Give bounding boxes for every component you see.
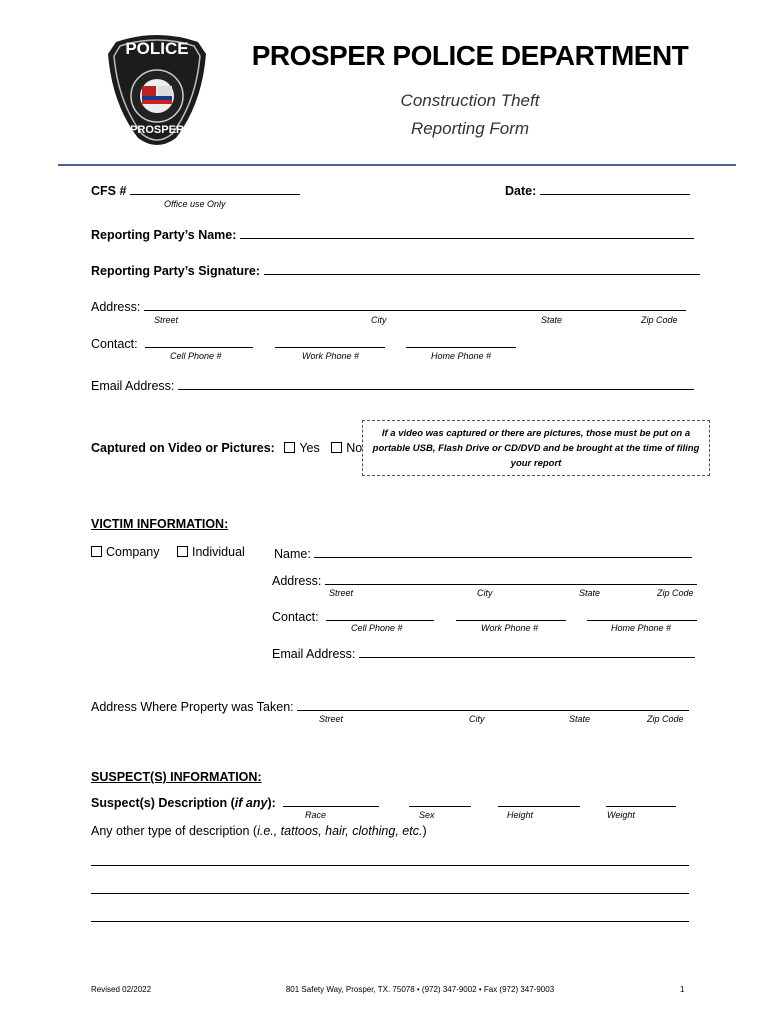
property-address-label: Address Where Property was Taken: [91,700,294,714]
victim-email-row [272,645,695,661]
address-field[interactable] [144,298,686,311]
victim-work-field[interactable] [456,608,566,621]
description-line-2[interactable] [91,893,689,894]
weight-caption: Weight [607,810,635,820]
victim-cell-field[interactable] [326,608,434,621]
footer-revised: Revised 02/2022 [91,985,152,994]
suspect-desc-label: Suspect(s) Description [91,796,228,810]
captured-row [91,441,362,455]
other-desc-italic: i.e., tattoos, hair, clothing, etc. [257,824,423,838]
property-address-field[interactable] [297,698,689,711]
captured-label: Captured on Video or Pictures: [91,441,275,455]
victim-cell-caption: Cell Phone # [351,623,403,633]
address-state-caption: State [541,315,563,325]
individual-label: Individual [191,545,245,559]
email-row [91,377,694,393]
contact-cell-caption: Cell Phone # [170,351,222,361]
property-state-caption: State [569,714,591,724]
property-street-caption: Street [319,714,344,724]
victim-contact-label: Contact: [272,610,319,624]
victim-name-field[interactable] [314,545,692,558]
other-desc-prefix: Any other type of description ( [91,824,258,838]
suspect-desc-row: Suspect(s) Description (if any): [91,794,676,810]
victim-home-field[interactable] [587,608,697,621]
victim-work-caption: Work Phone # [481,623,539,633]
cfs-note: Office use Only [164,199,226,209]
cfs-row [91,182,300,198]
date-field[interactable] [540,182,690,195]
victim-email-field[interactable] [359,645,695,658]
header-divider [58,164,736,166]
address-city-caption: City [371,315,387,325]
police-badge [106,34,208,150]
victim-heading-text: VICTIM INFORMATION [91,517,225,531]
reporting-name-label: Reporting Party’s Name: [91,228,237,242]
reporting-name-field[interactable] [240,226,694,239]
contact-row [91,335,516,351]
page-title: PROSPER POLICE DEPARTMENT [251,40,689,71]
reporting-name-row [91,226,694,242]
weight-field[interactable] [606,794,676,807]
victim-zip-caption: Zip Code [657,588,694,598]
property-city-caption: City [469,714,485,724]
contact-work-caption: Work Phone # [302,351,360,361]
address-row [91,298,686,314]
email-label: Email Address: [91,379,175,393]
email-field[interactable] [178,377,694,390]
address-street-caption: Street [154,315,179,325]
property-address-row [91,698,689,714]
sex-caption: Sex [419,810,435,820]
victim-contact-row [272,608,697,624]
victim-name-row [274,545,692,561]
footer-page-number: 1 [680,985,685,994]
form-subtitle-2: Reporting Form [410,119,530,138]
home-phone-field[interactable] [406,335,516,348]
suspect-desc-if: if any [234,796,268,810]
victim-address-label: Address: [272,574,322,588]
sex-field[interactable] [409,794,471,807]
cell-phone-field[interactable] [145,335,253,348]
captured-yes-checkbox[interactable] [284,442,295,453]
height-field[interactable] [498,794,580,807]
victim-name-label: Name: [274,547,311,561]
address-label: Address: [91,300,141,314]
other-desc-suffix: ) [422,824,427,838]
reporting-sig-field[interactable] [264,262,700,275]
reporting-sig-label: Reporting Party’s Signature: [91,264,261,278]
work-phone-field[interactable] [275,335,385,348]
reporting-sig-row [91,262,700,278]
captured-no-label: No [346,441,363,455]
race-caption: Race [305,810,327,820]
victim-heading: VICTIM INFORMATION: [91,517,229,531]
victim-email-label: Email Address: [272,647,356,661]
height-caption: Height [507,810,534,820]
victim-state-caption: State [579,588,601,598]
individual-checkbox[interactable] [177,546,188,557]
race-field[interactable] [283,794,379,807]
property-zip-caption: Zip Code [647,714,684,724]
date-label: Date: [505,184,537,198]
other-description-label [91,824,427,838]
victim-address-row [272,572,697,588]
description-line-1[interactable] [91,865,689,866]
form-subtitle-1: Construction Theft [400,91,540,110]
suspect-heading: SUSPECT(S) INFORMATION: [91,770,262,784]
victim-home-caption: Home Phone # [611,623,672,633]
company-checkbox[interactable] [91,546,102,557]
victim-address-field[interactable] [325,572,697,585]
contact-label: Contact: [91,337,138,351]
cfs-label: CFS # [91,184,127,198]
company-label: Company [106,545,160,559]
captured-no-checkbox[interactable] [331,442,342,453]
date-row [505,182,690,198]
victim-city-caption: City [477,588,493,598]
captured-note-box: If a video was captured or there are pictures, those must be put on a portable USB, Flash Drive or CD/DVD and be brought at the time of filing your report [362,420,710,476]
victim-street-caption: Street [329,588,354,598]
description-line-3[interactable] [91,921,689,922]
captured-yes-label: Yes [299,441,320,455]
contact-home-caption: Home Phone # [431,351,492,361]
footer-address: 801 Safety Way, Prosper, TX. 75078 • (972) 347-9002 • Fax (972) 347-9003 [285,985,555,994]
badge-top-text: POLICE [125,39,189,58]
victim-type-row [91,545,245,559]
badge-bottom-text: PROSPER [130,124,184,136]
suspect-heading-text: SUSPECT(S) INFORMATION [91,770,258,784]
address-zip-caption: Zip Code [641,315,678,325]
cfs-field[interactable] [130,182,300,195]
